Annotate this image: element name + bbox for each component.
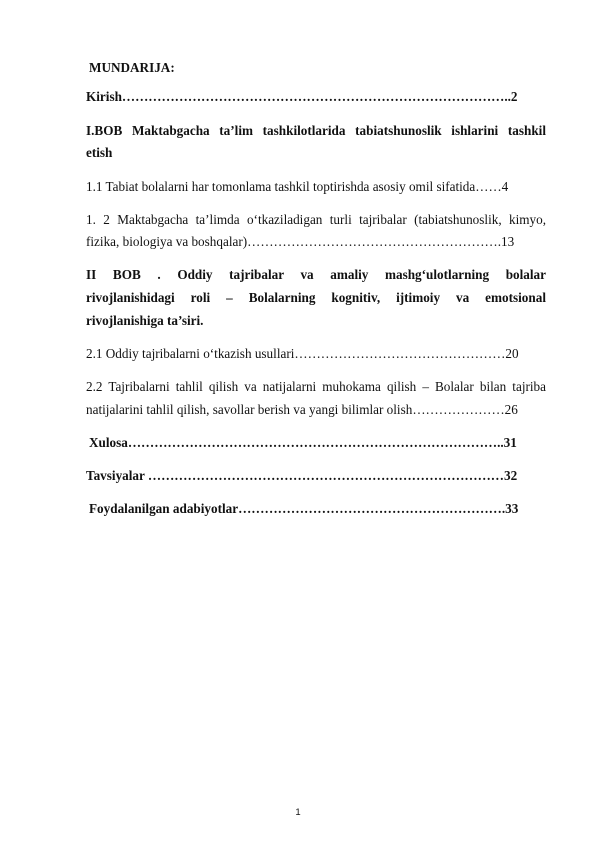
toc-entry-bob2-line1: II BOB . Oddiy tajribalar va amaliy mashg‘ulotlarning bolalar [86,267,546,282]
toc-entry-kirish: Kirish……………………………………………………………………………..2 [86,89,518,104]
page-number: 1 [295,807,301,818]
toc-entry-tavsiyalar: Tavsiyalar ………………………………………………………………………32 [86,468,518,483]
toc-entry-2-1: 2.1 Oddiy tajribalarni o‘tkazish usullari…………………………………………20 [86,346,519,361]
toc-entry-2-2-line2: natijalarini tahlil qilish, savollar berish va yangi bilimlar olish…………………26 [86,402,518,417]
toc-entry-bob1-line1: I.BOB Maktabgacha ta’lim tashkilotlarida tabiatshunoslik ishlarini tashkil [86,123,546,138]
toc-entry-bob2-line3: rivojlanishiga ta’siri. [86,313,204,328]
toc-entry-bob2-line2: rivojlanishidagi roli – Bolalarning kognitiv, ijtimoiy va emotsional [86,290,546,305]
toc-heading: MUNDARIJA: [89,60,175,75]
toc-entry-bob1-line2: etish [86,145,113,160]
toc-entry-1-2-line1: 1. 2 Maktabgacha ta’limda o‘tkaziladigan turli tajribalar (tabiatshunoslik, kimyo, [86,212,546,227]
toc-entry-1-2-line2: fizika, biologiya va boshqalar)………………………………………………….13 [86,234,515,249]
toc-entry-adabiyotlar: Foydalanilgan adabiyotlar…………………………………………………….33 [89,501,519,516]
toc-entry-xulosa: Xulosa…………………………………………………………………………..31 [89,435,517,450]
toc-entry-2-2-line1: 2.2 Tajribalarni tahlil qilish va natijalarni muhokama qilish – Bolalar bilan tajriba [86,379,546,394]
toc-entry-1-1: 1.1 Tabiat bolalarni har tomonlama tashkil toptirishda asosiy omil sifatida……4 [86,179,509,194]
